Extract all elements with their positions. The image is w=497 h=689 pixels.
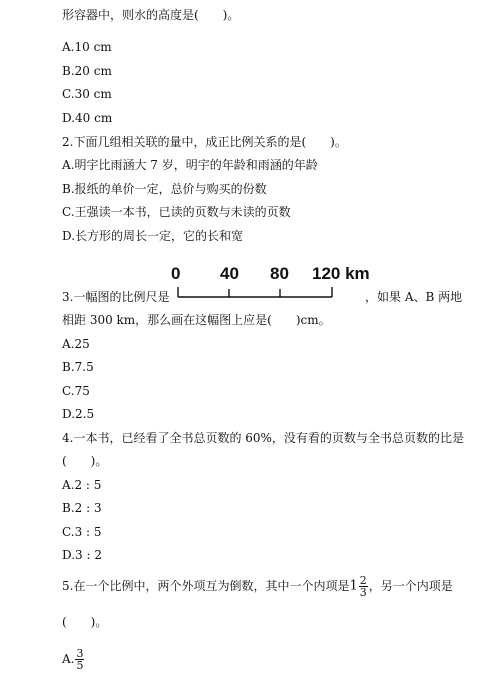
- q3-stem-part2: ，如果 A、B 两地: [365, 290, 463, 304]
- q5-stem-part2: ，另一个内项是: [368, 579, 453, 593]
- q5-stem-part3: ( )。: [62, 615, 108, 629]
- q2-option-c: C.王强读一本书，已读的页数与未读的页数: [62, 205, 291, 219]
- q3-option-c: C.75: [62, 384, 90, 398]
- q5-fraction-numerator: 2: [359, 574, 367, 587]
- q3-option-d: D.2.5: [62, 407, 95, 421]
- q2-option-a: A.明宇比雨涵大 7 岁，明宇的年龄和雨涵的年龄: [62, 158, 318, 172]
- q4-stem-part2: ( )。: [62, 454, 108, 468]
- q5-mixed-whole: 1: [349, 578, 358, 594]
- q4-option-d: D.3 : 2: [62, 548, 102, 562]
- q2-option-b: B.报纸的单价一定，总价与购买的份数: [62, 182, 267, 196]
- q5-option-a-numerator: 3: [76, 647, 84, 660]
- q4-option-b: B.2 : 3: [62, 501, 102, 515]
- scale-label-0: 0: [171, 264, 181, 283]
- q3-option-a: A.25: [62, 337, 90, 351]
- q3-stem-part1: 3.一幅图的比例尺是: [62, 290, 170, 304]
- q1-option-c: C.30 cm: [62, 87, 112, 101]
- q5-option-a-denominator: 5: [76, 659, 84, 672]
- q2-stem: 2.下面几组相关联的量中，成正比例关系的是( )。: [62, 135, 347, 149]
- q1-option-b: B.20 cm: [62, 64, 112, 78]
- q4-stem-part1: 4.一本书，已经看了全书总页数的 60%，没有看的页数与全书总页数的比是: [62, 431, 464, 445]
- q3-stem-part3: 相距 300 km，那么画在这幅图上应是( )cm。: [62, 313, 331, 327]
- q5-option-a-fraction: [75, 648, 84, 671]
- q5-stem-part1: 5.在一个比例中，两个外项互为倒数，其中一个内项是: [62, 579, 350, 593]
- q2-option-d: D.长方形的周长一定，它的长和宽: [62, 229, 244, 243]
- q5-stem-line: [62, 574, 453, 599]
- q5-fraction-denominator: 3: [359, 586, 367, 599]
- q4-option-c: C.3 : 5: [62, 525, 102, 539]
- q1-stem-tail: 形容器中，则水的高度是( )。: [62, 8, 240, 22]
- q4-option-a: A.2 : 5: [62, 478, 102, 492]
- scale-label-120km: 120 km: [312, 264, 370, 283]
- q3-option-b: B.7.5: [62, 360, 94, 374]
- q5-option-a-label: A.: [62, 652, 75, 666]
- q5-mixed-fraction: [359, 575, 368, 598]
- scale-label-80: 80: [270, 264, 289, 283]
- scale-bar-line: [170, 284, 340, 302]
- q5-option-a: [62, 647, 85, 671]
- q1-option-a: A.10 cm: [62, 40, 112, 54]
- scale-label-40: 40: [220, 264, 239, 283]
- q1-option-d: D.40 cm: [62, 111, 113, 125]
